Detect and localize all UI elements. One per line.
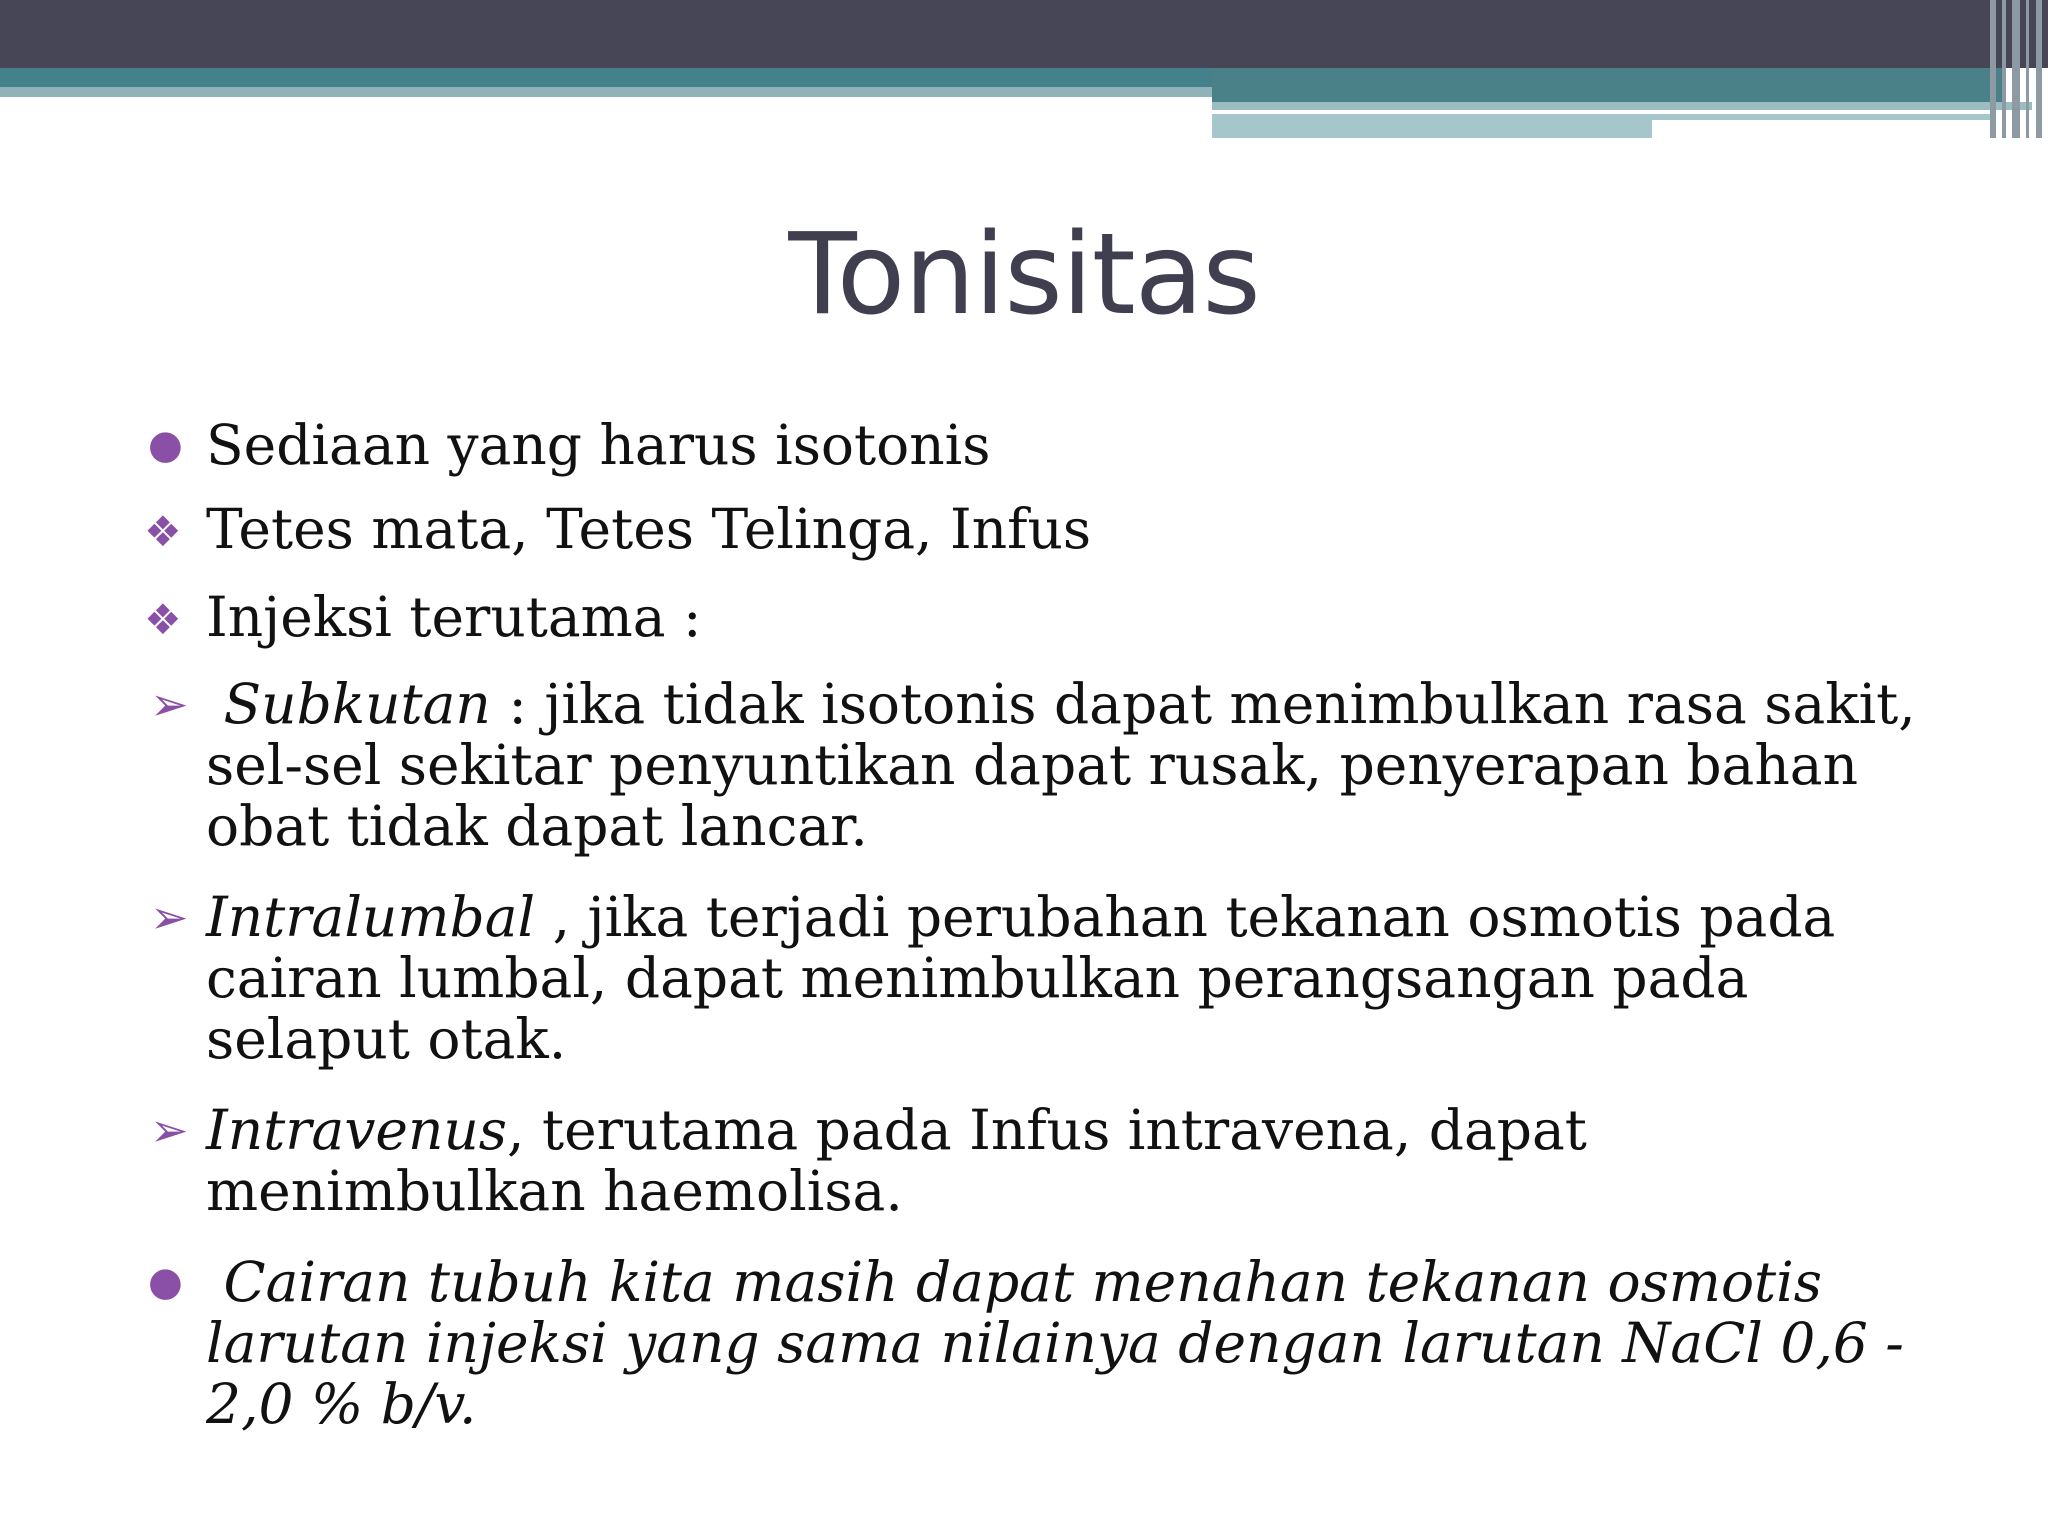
corner-stripes [1986, 0, 2048, 138]
bullet-text: Sediaan yang harus isotonis [206, 413, 991, 477]
bullet-item [146, 674, 1936, 857]
top-bar [0, 0, 2048, 68]
bullet-term: Intravenus [206, 1098, 508, 1162]
bullet-term: Subkutan [223, 672, 491, 736]
bullet-text: Cairan tubuh kita masih dapat menahan tekanan osmotis larutan injeksi yang sama nilainya dengan larutan NaCl 0,6 - 2,0 % b/v. [206, 1250, 1904, 1436]
bullet-term: Intralumbal [206, 885, 536, 949]
bullet-text: : jika tidak isotonis dapat menimbulkan rasa sakit, sel-sel sekitar penyuntikan dapat rusak, penyerapan bahan obat tidak dapat lancar. [206, 672, 1916, 858]
bullet-item [146, 415, 1936, 476]
teal-band-right [1212, 68, 2002, 102]
teal-block-right [1212, 120, 1652, 138]
bullet-item [146, 499, 1936, 560]
arrow-bullet-icon: ➢ [150, 677, 189, 731]
arrow-bullet-icon: ➢ [150, 890, 189, 944]
bullet-text: Injeksi terutama : [206, 585, 702, 649]
bullet-text: Tetes mata, Tetes Telinga, Infus [206, 497, 1092, 561]
round-bullet-icon: ● [148, 1259, 183, 1305]
slide-body [146, 415, 1936, 1458]
diamond-bullet-icon: ❖ [144, 595, 182, 644]
teal-band-left-light [0, 87, 1212, 97]
arrow-bullet-icon: ➢ [150, 1103, 189, 1157]
bullet-item [146, 1252, 1936, 1435]
slide-title: Tonisitas [788, 210, 1260, 340]
round-bullet-icon: ● [148, 422, 183, 468]
teal-band-right-light [1212, 102, 2032, 110]
teal-band-left [0, 68, 1212, 87]
bullet-item [146, 1100, 1936, 1222]
bullet-item [146, 887, 1936, 1070]
bullet-item [146, 587, 1936, 648]
diamond-bullet-icon: ❖ [144, 507, 182, 556]
bullet-text: , jika terjadi perubahan tekanan osmotis pada cairan lumbal, dapat menimbulkan perangsangan pada selaput otak. [206, 885, 1836, 1071]
bullet-text: , terutama pada Infus intravena, dapat menimbulkan haemolisa. [206, 1098, 1587, 1223]
